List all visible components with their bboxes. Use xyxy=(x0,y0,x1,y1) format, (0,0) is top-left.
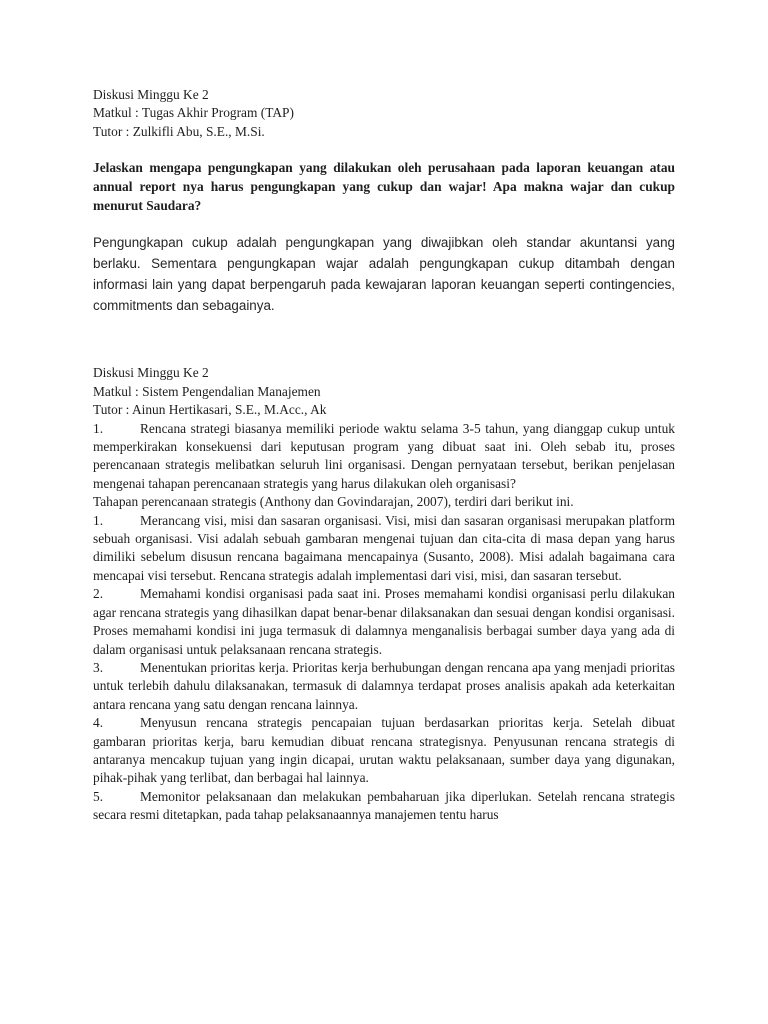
step-text: Menyusun rencana strategis pencapaian tujuan berdasarkan prioritas kerja. Setelah dibuat gambaran prioritas kerja, baru kemudian dibuat rencana strategisnya. Penyusunan rencana strategis di antaranya mencakup tujuan yang ingin dicapai, urutan waktu pelaksanaan, sumber daya yang digunakan, pihak-pihak yang terlibat, dan berbagai hal lainnya. xyxy=(93,715,675,786)
section-1-answer: Pengungkapan cukup adalah pengungkapan yang diwajibkan oleh standar akuntansi yang berlaku. Sementara pengungkapan wajar adalah pengungkapan cukup ditambah dengan informasi lain yang dapat berpengaruh pada kewajaran laporan keuangan seperti contingencies, commitments dan sebagainya. xyxy=(93,235,675,313)
step-number: 1. xyxy=(93,512,104,528)
section-2-question xyxy=(93,420,675,494)
steps-intro: Tahapan perencanaan strategis (Anthony dan Govindarajan, 2007), terdiri dari berikut ini. xyxy=(93,494,574,510)
step-item xyxy=(93,512,675,586)
step-number: 5. xyxy=(93,788,104,804)
question-text: Rencana strategi biasanya memiliki periode waktu selama 3-5 tahun, yang dianggap cukup untuk memperkirakan konsekuensi dari keputusan program yang dibuat saat ini. Oleh sebab itu, proses perencanaan strategis melibatkan seluruh lini organisasi. Dengan pernyataan tersebut, berikan penjelasan mengenai tahapan perencanaan strategis yang harus dilakukan oleh organisasi? xyxy=(93,420,675,491)
step-text: Memonitor pelaksanaan dan melakukan pembaharuan jika diperlukan. Setelah rencana strategis secara resmi ditetapkan, pada tahap pelaksanaannya manajemen tentu harus xyxy=(93,788,675,823)
step-item xyxy=(93,659,675,714)
section-1-question: Jelaskan mengapa pengungkapan yang dilakukan oleh perusahaan pada laporan keuangan atau annual report nya harus pengungkapan yang cukup dan wajar! Apa makna wajar dan cukup menurut Saudara? xyxy=(93,160,675,214)
step-number: 3. xyxy=(93,659,104,675)
step-item xyxy=(93,788,675,825)
step-text: Memahami kondisi organisasi pada saat ini. Proses memahami kondisi organisasi perlu dilakukan agar rencana strategis yang dihasilkan dapat benar-benar dilaksanakan dan sesuai dengan kondisi organisasi. Proses memahami kondisi ini juga termasuk di dalamnya menganalisis berbagai sumber daya yang ada di dalam organisasi untuk pelaksanaan rencana strategis. xyxy=(93,586,675,657)
step-text: Merancang visi, misi dan sasaran organisasi. Visi, misi dan sasaran organisasi merupakan platform sebuah organisasi. Visi adalah sebuah gambaran mengenai tujuan dan cita-cita di masa depan yang harus dimiliki sebelum disusun rencana bagaimana mencapainya (Susanto, 2008). Misi adalah bagaimana cara mencapai visi tersebut. Rencana strategis adalah implementasi dari visi, misi, dan sasaran tersebut. xyxy=(93,512,675,583)
header-course: Matkul : Sistem Pengendalian Manajemen xyxy=(93,383,321,399)
header-tutor: Tutor : Ainun Hertikasari, S.E., M.Acc., Ak xyxy=(93,402,327,418)
step-item xyxy=(93,714,675,788)
section-1-header xyxy=(93,86,675,141)
question-number: 1. xyxy=(93,420,104,436)
document-page xyxy=(93,86,675,825)
step-number: 4. xyxy=(93,715,104,731)
section-2 xyxy=(93,364,675,824)
header-title: Diskusi Minggu Ke 2 xyxy=(93,87,209,102)
header-course: Matkul : Tugas Akhir Program (TAP) xyxy=(93,105,294,121)
header-title: Diskusi Minggu Ke 2 xyxy=(93,365,209,381)
step-item xyxy=(93,585,675,659)
step-number: 2. xyxy=(93,586,104,602)
step-text: Menentukan prioritas kerja. Prioritas kerja berhubungan dengan rencana apa yang menjadi prioritas untuk terlebih dahulu dilaksanakan, termasuk di dalamnya terdapat proses analisis apakah ada keterkaitan antara rencana yang satu dengan rencana lainnya. xyxy=(93,659,675,712)
header-tutor: Tutor : Zulkifli Abu, S.E., M.Si. xyxy=(93,123,265,139)
